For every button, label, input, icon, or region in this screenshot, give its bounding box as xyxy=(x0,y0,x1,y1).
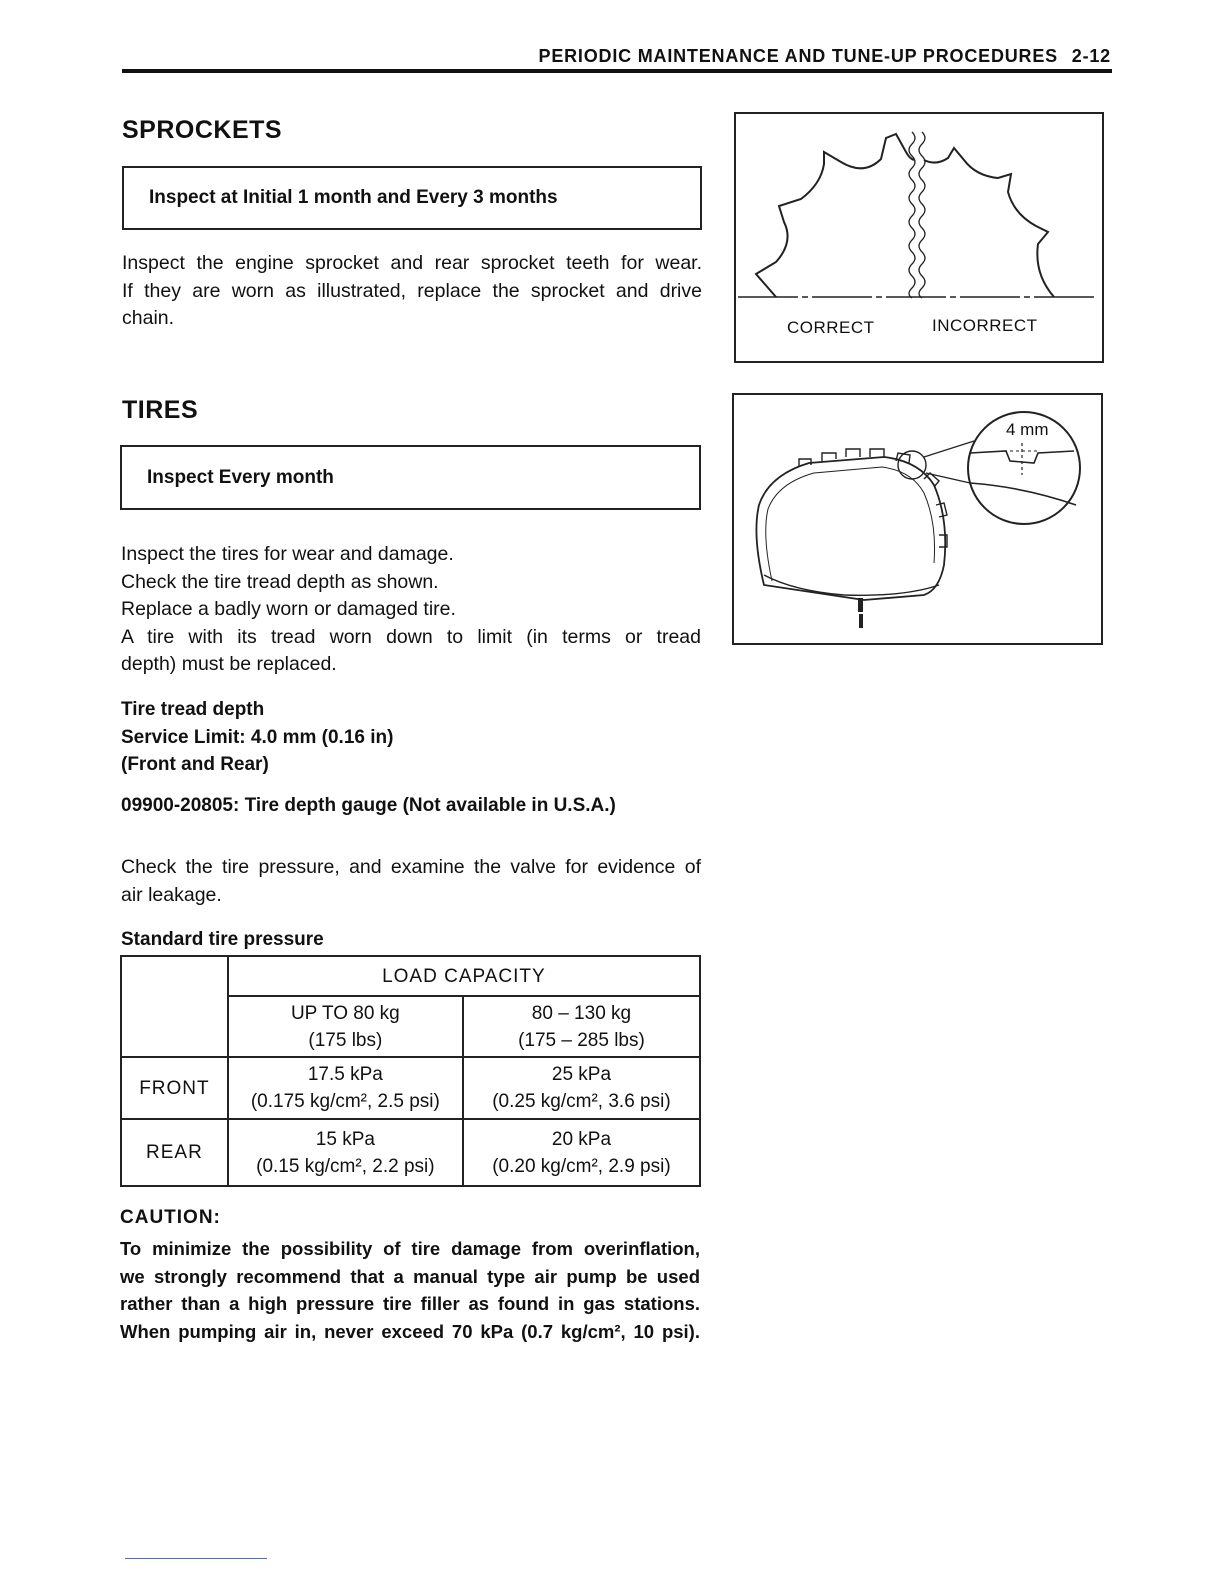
tires-interval-text: Inspect Every month xyxy=(147,466,334,488)
tires-line-2: Check the tire tread depth as shown. xyxy=(121,570,439,593)
tread-spec-title: Tire tread depth xyxy=(121,699,265,720)
header-rule xyxy=(122,69,1112,73)
caution-line-3: rather than a high pressure tire filler as found in gas stations. xyxy=(120,1293,700,1314)
tread-depth-label: 4 mm xyxy=(1006,420,1049,439)
cell-line2: (0.25 kg/cm², 3.6 psi) xyxy=(492,1091,671,1112)
tread-spec-limit: Service Limit: 4.0 mm (0.16 in) xyxy=(121,726,394,748)
label-incorrect: INCORRECT xyxy=(932,316,1038,335)
table-row xyxy=(121,1119,700,1186)
cell-line1: 25 kPa xyxy=(551,1064,612,1085)
column-header xyxy=(463,996,700,1057)
caution-line-1: To minimize the possibility of tire damage from overinflation, xyxy=(120,1238,700,1259)
pressure-body xyxy=(121,854,701,909)
table-row xyxy=(121,1057,700,1119)
tires-line-1: Inspect the tires for wear and damage. xyxy=(121,543,454,565)
footer-rule xyxy=(125,1558,267,1559)
sprockets-interval-text: Inspect at Initial 1 month and Every 3 months xyxy=(149,187,558,208)
sprocket-figure xyxy=(734,112,1104,363)
sprockets-interval-box xyxy=(122,166,702,230)
tires-line-5: depth) must be replaced. xyxy=(121,653,337,675)
row-label: FRONT xyxy=(121,1057,228,1119)
column-header-line1: UP TO 80 kg xyxy=(290,1002,400,1024)
sprockets-line-1: Inspect the engine sprocket and rear sprocket teeth for wear. xyxy=(122,252,702,274)
pressure-table-title: Standard tire pressure xyxy=(121,929,324,950)
column-header xyxy=(228,996,463,1057)
cell-line1: 17.5 kPa xyxy=(307,1064,383,1085)
column-header-line2: (175 lbs) xyxy=(308,1029,383,1051)
tires-heading: TIRES xyxy=(122,396,199,424)
cell-line1: 20 kPa xyxy=(551,1128,612,1150)
page-header xyxy=(539,46,1111,67)
sprockets-line-2: If they are worn as illustrated, replace the sprocket and drive xyxy=(122,279,702,302)
tool-reference: 09900-20805: Tire depth gauge (Not available in U.S.A.) xyxy=(121,795,616,816)
column-header-line2: (175 – 285 lbs) xyxy=(518,1029,645,1051)
cell-line2: (0.20 kg/cm², 2.9 psi) xyxy=(492,1155,671,1177)
caution-title: CAUTION: xyxy=(120,1207,221,1228)
load-capacity-header: LOAD CAPACITY xyxy=(228,956,700,996)
cell-line2: (0.15 kg/cm², 2.2 psi) xyxy=(256,1155,435,1177)
tread-spec-scope: (Front and Rear) xyxy=(121,754,269,775)
sprockets-line-3: chain. xyxy=(122,307,175,329)
cell-line1: 15 kPa xyxy=(315,1128,375,1150)
tire-figure xyxy=(732,393,1103,645)
cell-line2: (0.175 kg/cm², 2.5 psi) xyxy=(250,1091,440,1112)
table-cell xyxy=(228,1057,463,1119)
pressure-table xyxy=(120,955,701,1187)
table-cell xyxy=(463,1057,700,1119)
table-row xyxy=(121,956,700,996)
tires-line-4: A tire with its tread worn down to limit (in terms or tread xyxy=(121,625,701,648)
pressure-line-2: air leakage. xyxy=(121,883,222,906)
table-corner-cell xyxy=(121,956,228,1057)
sprockets-body xyxy=(122,250,702,333)
label-correct: CORRECT xyxy=(787,318,875,337)
tires-interval-box xyxy=(120,445,701,510)
row-label: REAR xyxy=(121,1119,228,1186)
caution-body xyxy=(120,1235,700,1345)
column-header-line1: 80 – 130 kg xyxy=(531,1002,632,1024)
header-title: PERIODIC MAINTENANCE AND TUNE-UP PROCEDURES xyxy=(538,46,1058,66)
tires-line-3: Replace a badly worn or damaged tire. xyxy=(121,598,456,620)
sprockets-heading: SPROCKETS xyxy=(122,116,283,144)
tires-body xyxy=(121,541,701,679)
caution-line-2: we strongly recommend that a manual type air pump be used xyxy=(120,1265,700,1287)
pressure-line-1: Check the tire pressure, and examine the valve for evidence of xyxy=(121,856,701,878)
table-cell xyxy=(228,1119,463,1186)
table-cell xyxy=(463,1119,700,1186)
page-number: 2-12 xyxy=(1071,46,1111,66)
tread-spec xyxy=(121,696,393,779)
caution-line-4: When pumping air in, never exceed 70 kPa (0.7 kg/cm², 10 psi). xyxy=(120,1320,700,1342)
